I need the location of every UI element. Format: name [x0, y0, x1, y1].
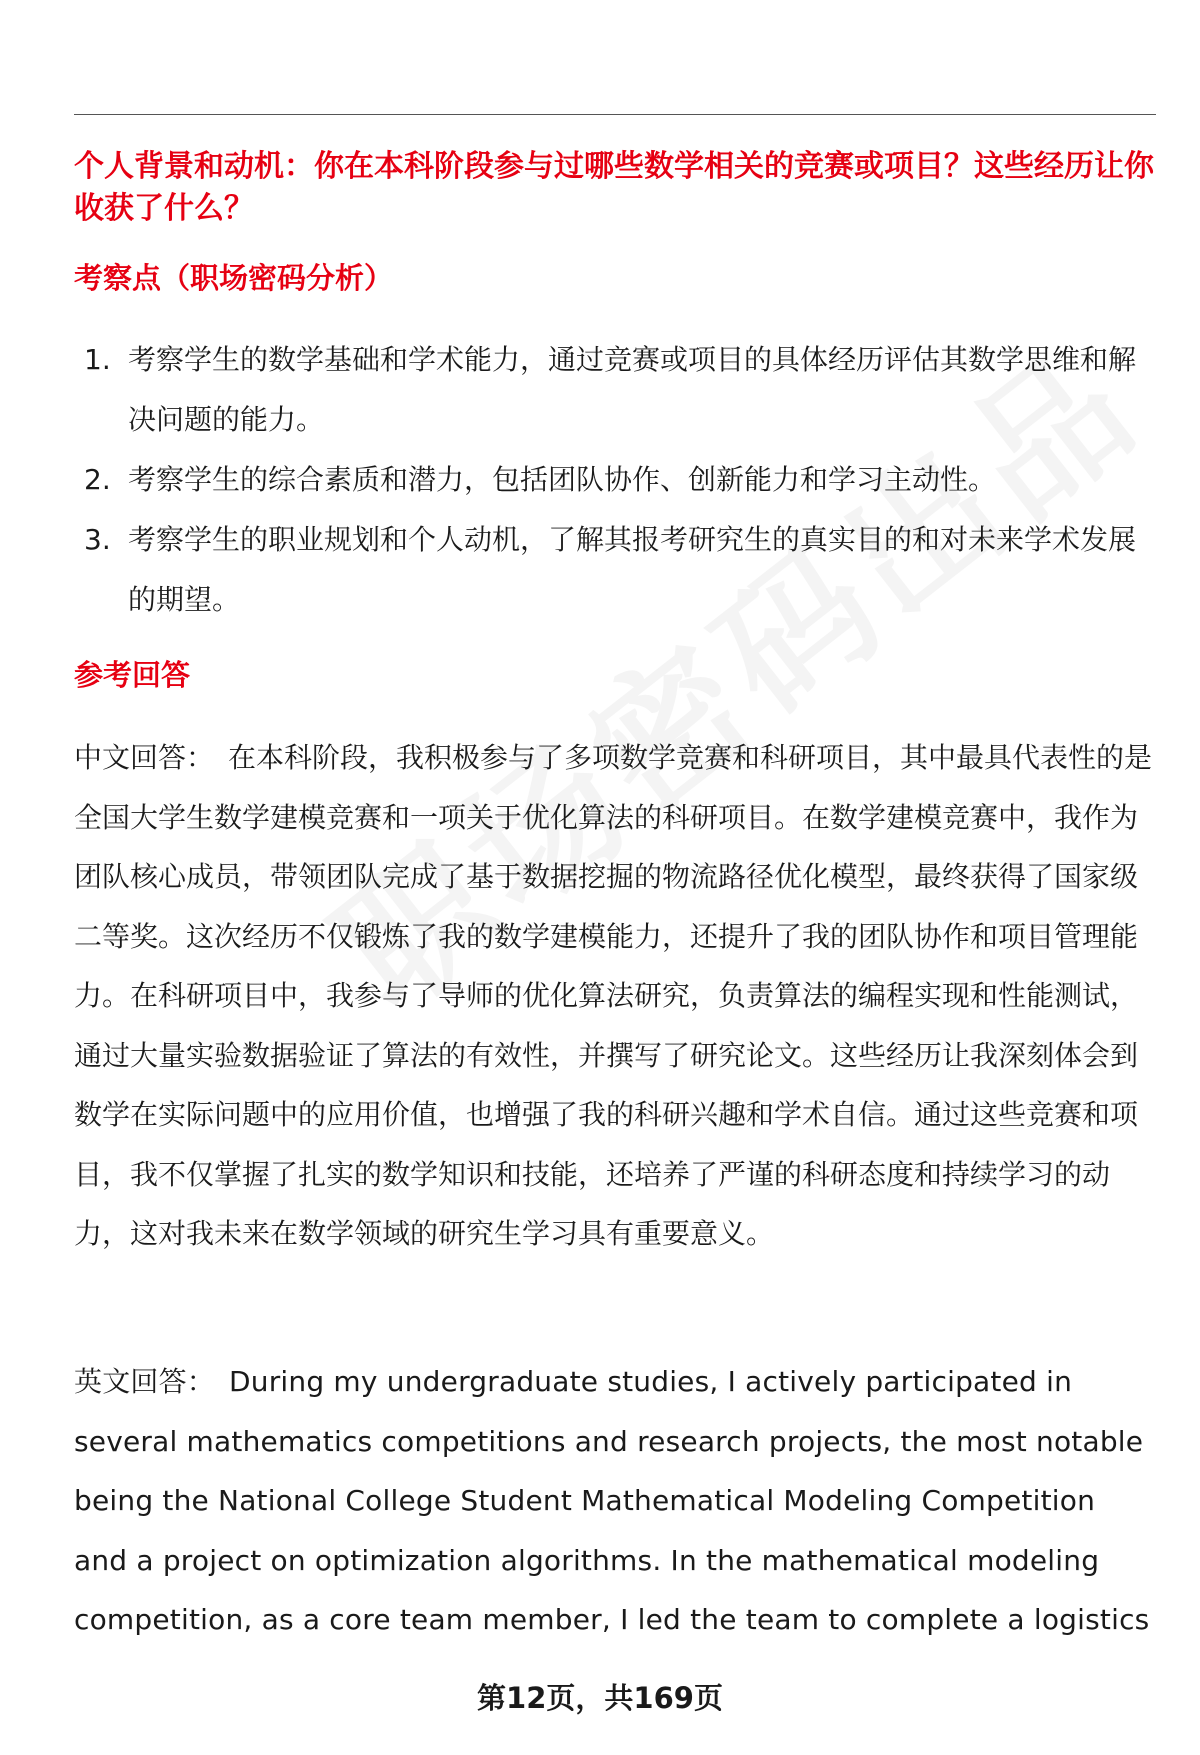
list-item — [74, 450, 1156, 510]
list-item — [74, 510, 1156, 630]
list-item-number: 3. — [84, 523, 111, 556]
list-item-text: 考察学生的综合素质和潜力，包括团队协作、创新能力和学习主动性。 — [128, 463, 997, 496]
list-item-number: 2. — [84, 463, 111, 496]
chinese-answer-label: 中文回答： — [74, 741, 215, 774]
answer-heading: 参考回答 — [74, 658, 191, 692]
chinese-answer — [74, 728, 1156, 1264]
page-number-footer: 第12页，共169页 — [477, 1681, 723, 1715]
list-item — [74, 330, 1156, 450]
english-answer-text: During my undergraduate studies, I actively participated in several mathematics competitions and research projects, the most notable being the National College Student Mathematical Modeling Competition and a project on optimization algorithms. In the mathematical modeling competition, as a core team member, I led the team to complete a logistics — [74, 1365, 1150, 1636]
english-answer-label: 英文回答： — [74, 1365, 216, 1398]
list-item-text: 考察学生的数学基础和学术能力，通过竞赛或项目的具体经历评估其数学思维和解决问题的能力。 — [128, 343, 1137, 436]
list-item-number: 1. — [84, 343, 111, 376]
points-heading: 考察点（职场密码分析） — [74, 261, 394, 295]
chinese-answer-text: 在本科阶段，我积极参与了多项数学竞赛和科研项目，其中最具代表性的是全国大学生数学建模竞赛和一项关于优化算法的科研项目。在数学建模竞赛中，我作为团队核心成员，带领团队完成了基于数据挖掘的物流路径优化模型，最终获得了国家级二等奖。这次经历不仅锻炼了我的数学建模能力，还提升了我的团队协作和项目管理能力。在科研项目中，我参与了导师的优化算法研究，负责算法的编程实现和性能测试，通过大量实验数据验证了算法的有效性，并撰写了研究论文。这些经历让我深刻体会到数学在实际问题中的应用价值，也增强了我的科研兴趣和学术自信。通过这些竞赛和项目，我不仅掌握了扎实的数学知识和技能，还培养了严谨的科研态度和持续学习的动力，这对我未来在数学领域的研究生学习具有重要意义。 — [74, 741, 1153, 1250]
points-list — [74, 330, 1156, 630]
question-title: 个人背景和动机：你在本科阶段参与过哪些数学相关的竞赛或项目？这些经历让你收获了什么？ — [74, 149, 1154, 226]
top-divider — [74, 114, 1156, 115]
list-item-text: 考察学生的职业规划和个人动机，了解其报考研究生的真实目的和对未来学术发展的期望。 — [128, 523, 1137, 616]
english-answer — [74, 1352, 1156, 1650]
